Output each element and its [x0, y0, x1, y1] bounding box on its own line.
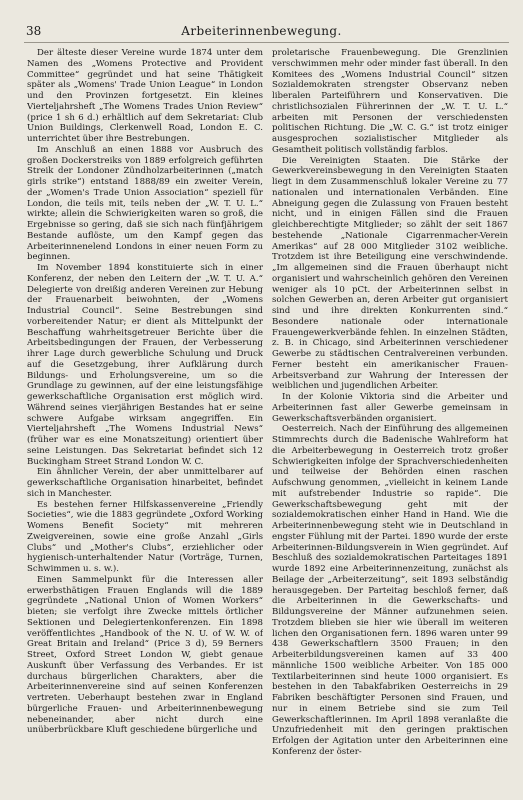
paragraph-continued: proletarische Frauenbewegung. Die Grenzlinien verschwimmen mehr oder minder fast überall. In den Komitees des „Womens Industrial Council“ sitzen Sozialdemokraten strengster Observanz neben liberalen Parteiführern und Konservativen. Die christlichsozialen Führerinnen der „W. T. U. L.“ arbeiten mit Personen der verschiedensten politischen Richtung. Die „W. C. G.“ ist trotz einiger ausgesprochen sozialistischer Mitglieder als Gesamtheit politisch vollständig farblos. — [272, 48, 508, 155]
left-column — [27, 48, 263, 794]
running-head: Arbeiterinnenbewegung. — [181, 24, 342, 38]
paragraph: Im November 1894 konstituierte sich in einer Konferenz, der neben den Leitern der „W. T. U. A.“ Delegierte von dreißig anderen Vereinen zur Hebung der Frauenarbeit beiwohnten, der „Womens Industrial Council“. Seine Bestrebungen sind vorbereitender Natur; er dient als Mittelpunkt der Beschaffung wahrheitsgetreuer Berichte über die Arbeitsbedingungen der Frauen, der Verbesserung ihrer Lage durch gewerbliche Schulung und Druck auf die Gesetzgebung, ihrer Aufklärung durch Bildungs- und Erholungsvereine, um so die Grundlage zu gewinnen, auf der eine leistungsfähige gewerkschaftliche Organisation erst möglich wird. Während seines vierjährigen Bestandes hat er seine schwere Aufgabe wirksam angegriffen. Ein Vierteljahrsheft „The Womens Industrial News“ (früher war es eine Monatszeitung) orientiert über seine Leistungen. Das Sekretariat befindet sich 12 Buckingham Street Strand London W. C. — [27, 263, 263, 467]
paragraph: Ein ähnlicher Verein, der aber unmittelbarer auf gewerkschaftliche Organisation hinarbeitet, befindet sich in Manchester. — [27, 467, 263, 499]
right-column — [272, 48, 508, 794]
paragraph: Es bestehen ferner Hilfskassenvereine „Friendly Societies“, wie die 1883 gegründete „Oxford Working Womens Benefit Society“ mit mehreren Zweigvereinen, sowie eine große Anzahl „Girls Clubs“ und „Mother's Clubs“, erziehlicher oder hygienisch-unterhaltender Natur (Vorträge, Turnen, Schwimmen u. s. w.). — [27, 499, 263, 574]
header-rule — [24, 42, 509, 43]
paragraph: Der älteste dieser Vereine wurde 1874 unter dem Namen des „Womens Protective and Provident Committee“ gegründet und hat seine Thätigkeit später als „Womens' Trade Union League“ in London und den Provinzen fortgesetzt. Ein kleines Vierteljahrsheft „The Womens Trades Union Review“ (price 1 sh 6 d.) erhältlich auf dem Sekretariat: Club Union Buildings, Clerkenwell Road, London E. C. unterrichtet über ihre Bestrebungen. — [27, 48, 263, 144]
paragraph: Einen Sammelpunkt für die Interessen aller erwerbsthätigen Frauen Englands will die 1889 gegründete „National Union of Women Workers“ bieten; sie verfolgt ihre Zwecke mittels örtlicher Sektionen und Delegiertenkonferenzen. Ein 1898 veröffentlichtes „Handbook of the N. U. of W. W. of Great Britain and Ireland“ (Price 3 d), 59 Berners Street, Oxford Street London W, giebt genaue Auskunft über Verfassung des Verbandes. Er ist durchaus bürgerlichen Charakters, aber die Arbeiterinnenvereine sind auf seinen Konferenzen vertreten. Ueberhaupt bestehen zwar in England bürgerliche Frauen- und Arbeiterinnenbewegung nebeneinander, aber nicht durch eine unüberbrückbare Kluft geschiedene bürgerliche und — [27, 574, 263, 736]
paragraph: Oesterreich. Nach der Einführung des allgemeinen Stimmrechts durch die Badenische Wahlreform hat die Arbeiterbewegung in Oesterreich trotz großer Schwierigkeiten infolge der Sprachverschiedenheiten und teilweise der Behörden einen raschen Aufschwung genommen, „vielleicht in keinem Lande mit aufstrebender Industrie so rapide“. Die Gewerkschaftsbewegung geht mit der sozialdemokratischen einher Hand in Hand. Wie die Arbeiterinnenbewegung steht wie in Deutschland in engster Fühlung mit der Partei. 1890 wurde der erste Arbeiterinnen-Bildungsverein in Wien gegründet. Auf Beschluß des sozialdemokratischen Parteitages 1891 wurde 1892 eine Arbeiterinnenzeitung, zunächst als Beilage der „Arbeiterzeitung“, seit 1893 selbständig herausgegeben. Der Parteitag beschloß ferner, daß die Arbeiterinnen in die Gewerkschafts- und Bildungsvereine der Männer aufzunehmen seien. Trotzdem blieben sie hier wie überall im weiteren lichen den Organisationen fern. 1896 waren unter 99 438 Gewerkschaftlern 3500 Frauen; in den Arbeiterbildungsvereinen kamen auf 33 400 männliche 1500 weibliche Arbeiter. Von 185 000 Textilarbeiterinnen sind heute 1000 organisiert. Es bestehen in den Tabakfabriken Oesterreichs in 29 Fabriken beschäftigter Personen sind Frauen, und nur in einem Betriebe sind sie zum Teil Gewerkschaftlerinnen. Im April 1898 veranlaßte die Unzufriedenheit mit den geringen praktischen Erfolgen der Agitation unter den Arbeiterinnen eine Konferenz der öster- — [272, 424, 508, 757]
page-number: 38 — [26, 24, 42, 38]
paragraph: In der Kolonie Viktoria sind die Arbeiter und Arbeiterinnen fast aller Gewerbe gemeinsam in Gewerkschaftsverbänden organisiert. — [272, 392, 508, 424]
paragraph: Im Anschluß an einen 1888 vor Ausbruch des großen Dockerstreiks von 1889 erfolgreich geführten Streik der Londoner Zündholzarbeiterinnen („match girls strike“) entstand 1888/89 ein zweiter Verein, der „Women's Trade Union Association“ speziell für London, die teils mit, teils neben der „W. T. U. L.“ wirkte; allein die Schwierigkeiten waren so groß, die Ergebnisse so gering, daß sie sich nach fünfjährigem Bestande auflöste, um den Kampf gegen das Arbeiterinnenelend Londons in einer neuen Form zu beginnen. — [27, 144, 263, 263]
paragraph: Die Vereinigten Staaten. Die Stärke der Gewerkvereinsbewegung in den Vereinigten Staaten liegt in dem Zusammenschluß lokaler Vereine zu 77 nationalen und internationalen Verbänden. Eine Abneigung gegen die Zulassung von Frauen besteht nicht, und in einigen Fällen sind die Frauen gleichberechtigte Mitglieder; so zählt der seit 1867 bestehende „Nationale Cigarrenmacher-Verein Amerikas“ auf 28 000 Mitglieder 3102 weibliche. Trotzdem ist ihre Beteiligung eine verschwindende. „Im allgemeinen sind die Frauen überhaupt nicht organisiert und wahrscheinlich gehören den Vereinen weniger als 10 pCt. der Arbeiterinnen selbst in solchen Gewerben an, deren Arbeiter gut organisiert sind und ihre direkten Konkurrenten sind.“ Besondere nationale oder internationale Frauengewerkverbände fehlen. In einzelnen Städten, z. B. in Chicago, sind Arbeiterinnen verschiedener Gewerbe zu städtischen Centralvereinen verbunden. Ferner besteht ein amerikanischer Frauen-Arbeitsverband zur Wahrung der Interessen der weiblichen und jugendlichen Arbeiter. — [272, 155, 508, 392]
